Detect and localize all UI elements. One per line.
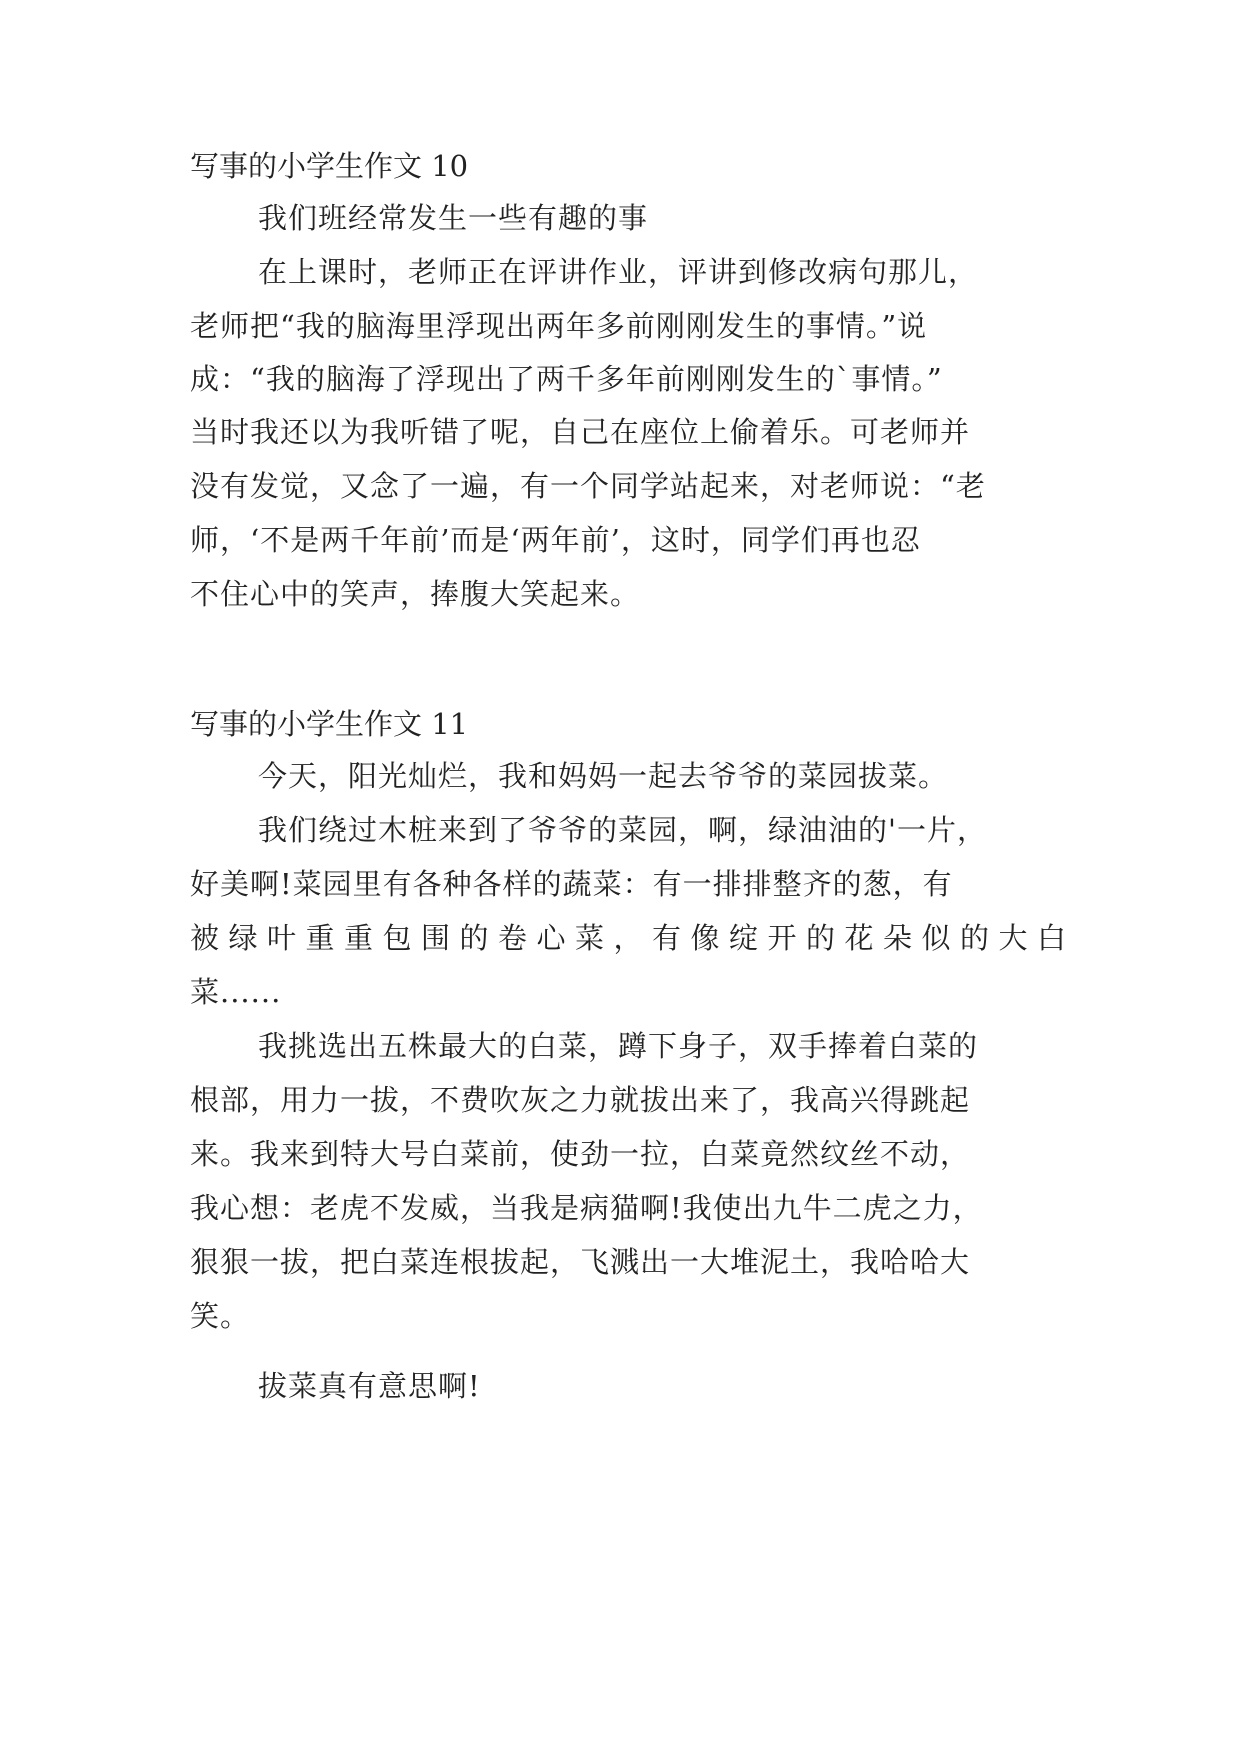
essay-11-heading: 写事的小学生作文 11 (190, 707, 469, 741)
essay-10-paragraph-line: 在上课时，老师正在评讲作业，评讲到修改病句那儿， (258, 255, 979, 289)
essay-11-paragraph-3-line: 来。我来到特大号白菜前，使劲一拉，白菜竟然纹丝不动， (190, 1137, 971, 1171)
essay-11-paragraph-3-line: 根部，用力一拔，不费吹灰之力就拔出来了，我高兴得跳起 (190, 1083, 971, 1117)
essay-11-paragraph-2-line: 好美啊!菜园里有各种各样的蔬菜：有一排排整齐的葱，有 (190, 867, 953, 901)
essay-10-heading: 写事的小学生作文 10 (190, 149, 469, 183)
essay-10-paragraph-line: 当时我还以为我听错了呢，自己在座位上偷着乐。可老师并 (190, 415, 971, 449)
essay-11-paragraph-3-line: 我心想：老虎不发威，当我是病猫啊!我使出九牛二虎之力， (190, 1191, 983, 1225)
essay-11-paragraph-2-line: 菜...... (190, 975, 282, 1009)
essay-10-paragraph-line: 不住心中的笑声，捧腹大笑起来。 (190, 577, 641, 611)
essay-11-paragraph-3-line: 我挑选出五株最大的白菜，蹲下身子，双手捧着白菜的 (258, 1029, 979, 1063)
essay-11-paragraph-4: 拔菜真有意思啊! (258, 1369, 481, 1403)
essay-10-title: 我们班经常发生一些有趣的事 (258, 201, 649, 235)
essay-10-paragraph-line: 师，‘不是两千年前’而是‘两年前’，这时，同学们再也忍 (190, 523, 921, 557)
essay-11-paragraph-1: 今天，阳光灿烂，我和妈妈一起去爷爷的菜园拔菜。 (258, 759, 949, 793)
essay-10-paragraph-line: 老师把“我的脑海里浮现出两年多前刚刚发生的事情。”说 (190, 309, 928, 343)
essay-10-paragraph-line: 没有发觉，又念了一遍，有一个同学站起来，对老师说：“老 (190, 469, 986, 503)
essay-11-paragraph-3-line: 笑。 (190, 1299, 251, 1333)
essay-11-paragraph-3-line: 狠狠一拔，把白菜连根拔起，飞溅出一大堆泥土，我哈哈大 (190, 1245, 971, 1279)
essay-11-paragraph-2-line: 被绿叶重重包围的卷心菜，有像绽开的花朵似的大白 (190, 921, 1076, 955)
essay-10-paragraph-line: 成：“我的脑海了浮现出了两千多年前刚刚发生的`事情。” (190, 362, 943, 396)
essay-11-paragraph-2-line: 我们绕过木桩来到了爷爷的菜园，啊，绿油油的'一片， (258, 813, 987, 847)
